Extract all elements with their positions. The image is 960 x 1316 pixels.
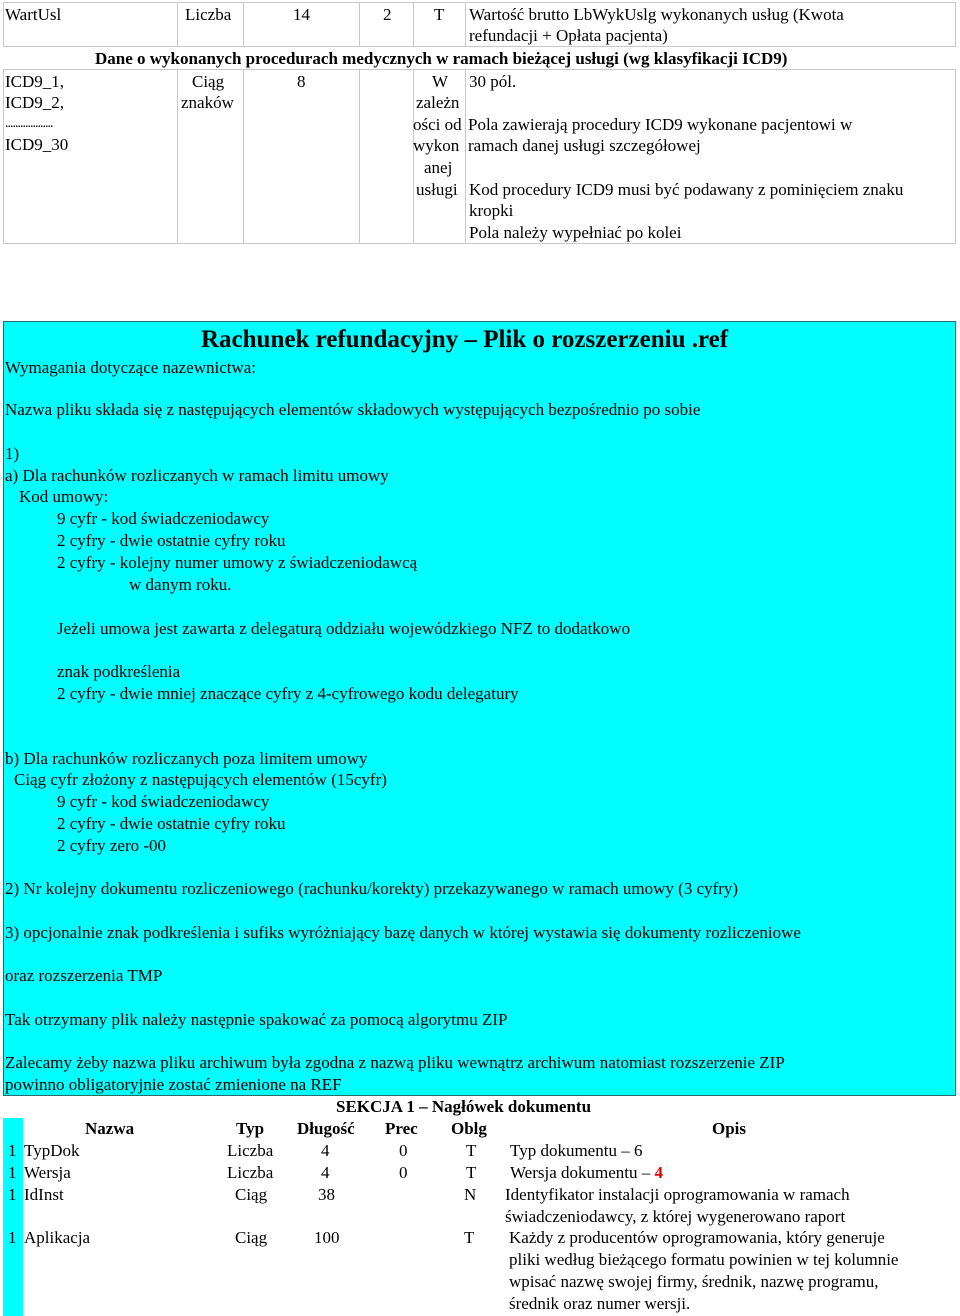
cell-opis: Identyfikator instalacji oprogramowania w ramach [505, 1185, 850, 1204]
cell-prec: 0 [399, 1141, 408, 1160]
grid-line [3, 69, 956, 70]
list-item: w danym roku. [129, 575, 232, 594]
table-title: SEKCJA 1 – Nagłówek dokumentu [336, 1097, 592, 1116]
paragraph: oraz rozszerzenia TMP [5, 966, 163, 985]
cell-opis: pliki według bieżącego formatu powinien w tej kolumnie [509, 1250, 899, 1269]
column-header-prec: Prec [385, 1119, 418, 1138]
field-name: ICD9_30 [5, 135, 69, 154]
field-required: anej [424, 158, 453, 177]
grid-line [177, 69, 178, 243]
field-required: wykon [413, 136, 460, 155]
column-header-typ: Typ [236, 1119, 265, 1138]
field-description: Wartość brutto LbWykUslg wykonanych usług (Kwota [469, 5, 844, 24]
cell-opis: wpisać nazwę swojej firmy, średnik, nazwę programu, [509, 1272, 879, 1291]
paragraph: 2) Nr kolejny dokumentu rozliczeniowego (rachunku/korekty) przekazywanego w ramach umowy (3 cyfry) [5, 879, 739, 898]
cell-prec: 0 [399, 1163, 408, 1182]
cell-opis: Każdy z producentów oprogramowania, który generuje [509, 1228, 885, 1247]
grid-line [3, 2, 4, 46]
field-name: WartUsl [5, 5, 62, 24]
field-name: ICD9_2, [5, 93, 65, 112]
cell-nazwa: TypDok [24, 1141, 80, 1160]
field-required: W [432, 72, 449, 91]
field-required: usługi [416, 180, 458, 199]
section1-table [3, 1096, 956, 1316]
cell-nazwa: Wersja [24, 1163, 71, 1182]
grid-line [955, 2, 956, 46]
cell-opis: Typ dokumentu – 6 [510, 1141, 643, 1160]
cell-oblg: T [466, 1163, 477, 1182]
field-description: Kod procedury ICD9 musi być podawany z pominięciem znaku [469, 180, 904, 199]
field-type: znaków [181, 93, 234, 112]
cell-opis: średnik oraz numer wersji. [509, 1294, 691, 1313]
field-description: 30 pól. [469, 72, 517, 91]
row-number: 1 [8, 1185, 17, 1204]
column-header-oblg: Oblg [451, 1119, 487, 1138]
field-type: Liczba [185, 5, 232, 24]
cell-typ: Ciąg [235, 1185, 268, 1204]
cell-typ: Liczba [227, 1141, 274, 1160]
grid-line [3, 2, 956, 3]
cell-nazwa: Aplikacja [24, 1228, 91, 1247]
cell-dlugosc: 100 [314, 1228, 340, 1247]
paragraph: Nazwa pliku składa się z następujących elementów składowych występujących bezpośrednio po sobie [5, 400, 701, 419]
paragraph: Jeżeli umowa jest zawarta z delegaturą oddziału wojewódzkiego NFZ to dodatkowo [57, 619, 631, 638]
field-name: ICD9_1, [5, 72, 65, 91]
paragraph: a) Dla rachunków rozliczanych w ramach limitu umowy [5, 466, 389, 485]
field-description: kropki [469, 201, 514, 220]
field-description: Pola zawierają procedury ICD9 wykonane pacjentowi w [468, 115, 853, 134]
cell-dlugosc: 38 [318, 1185, 335, 1204]
cell-dlugosc: 4 [321, 1141, 330, 1160]
grid-line [413, 2, 414, 46]
row-number: 1 [8, 1141, 17, 1160]
list-item: 2 cyfry - dwie mniej znaczące cyfry z 4-cyfrowego kodu delegatury [57, 684, 519, 703]
version-number: 4 [654, 1163, 664, 1182]
list-item: 9 cyfr - kod świadczeniodawcy [57, 792, 270, 811]
grid-line [3, 46, 956, 47]
section-title: Rachunek refundacyjny – Plik o rozszerzeniu .ref [201, 326, 729, 353]
list-item: 9 cyfr - kod świadczeniodawcy [57, 509, 270, 528]
paragraph: 3) opcjonalnie znak podkreślenia i sufiks wyróżniający bazę danych w której wystawia się dokumenty rozliczeniowe [5, 923, 801, 942]
list-item: 2 cyfry - dwie ostatnie cyfry roku [57, 531, 286, 550]
paragraph: 1) [5, 444, 20, 463]
paragraph: Zalecamy żeby nazwa pliku archiwum była zgodna z nazwą pliku wewnątrz archiwum natomiast rozszerzenie ZIP [5, 1053, 785, 1072]
paragraph: b) Dla rachunków rozliczanych poza limitem umowy [5, 749, 368, 768]
field-length: 8 [297, 72, 306, 91]
grid-line [955, 69, 956, 243]
grid-line [359, 69, 360, 243]
cell-opis: świadczeniodawcy, z której wygenerowano raport [505, 1207, 846, 1226]
cell-nazwa: IdInst [24, 1185, 64, 1204]
cell-opis [510, 1162, 663, 1183]
cell-typ: Ciąg [235, 1228, 268, 1247]
grid-line [359, 2, 360, 46]
column-header-dlugosc: Długość [297, 1119, 355, 1138]
grid-line [177, 2, 178, 46]
section-header: Dane o wykonanych procedurach medycznych w ramach bieżącej usługi (wg klasyfikacji ICD9) [95, 49, 788, 68]
paragraph: Tak otrzymany plik należy następnie spakować za pomocą algorytmu ZIP [5, 1010, 508, 1029]
grid-line [243, 69, 244, 243]
grid-line [465, 2, 466, 46]
cell-oblg: N [464, 1185, 477, 1204]
field-name: ................... [5, 116, 53, 131]
list-item: 2 cyfry zero -00 [57, 836, 167, 855]
naming-requirements-label: Wymagania dotyczące nazewnictwa: [5, 358, 257, 377]
paragraph: powinno obligatoryjnie zostać zmienione na REF [5, 1075, 342, 1094]
ref-file-section [3, 321, 956, 1096]
field-description: refundacji + Opłata pacjenta) [469, 26, 668, 45]
grid-line [413, 69, 414, 243]
cell-dlugosc: 4 [321, 1163, 330, 1182]
cell-oblg: T [464, 1228, 475, 1247]
field-description: Pola należy wypełniać po kolei [469, 223, 682, 242]
field-required: zależn [416, 93, 460, 112]
field-length: 14 [293, 5, 310, 24]
list-item: 2 cyfry - kolejny numer umowy z świadczeniodawcą [57, 553, 418, 572]
row-number: 1 [8, 1228, 17, 1247]
column-header-opis: Opis [712, 1119, 747, 1138]
field-description: ramach danej usługi szczegółowej [468, 136, 701, 155]
column-header-nazwa: Nazwa [85, 1119, 135, 1138]
list-item: 2 cyfry - dwie ostatnie cyfry roku [57, 814, 286, 833]
field-precision: 2 [383, 5, 392, 24]
grid-line [3, 243, 956, 244]
field-required: ości od [413, 115, 462, 134]
field-type: Ciąg [192, 72, 225, 91]
grid-line [243, 2, 244, 46]
paragraph: Ciąg cyfr złożony z następujących elementów (15cyfr) [14, 770, 387, 789]
cell-oblg: T [466, 1141, 477, 1160]
list-item: znak podkreślenia [57, 662, 181, 681]
cell-opis-text: Wersja dokumentu – [510, 1163, 655, 1182]
field-required: T [434, 5, 445, 24]
grid-line [3, 69, 4, 243]
row-number: 1 [8, 1163, 17, 1182]
paragraph: Kod umowy: [19, 487, 109, 506]
cell-typ: Liczba [227, 1163, 274, 1182]
grid-line [465, 69, 466, 243]
